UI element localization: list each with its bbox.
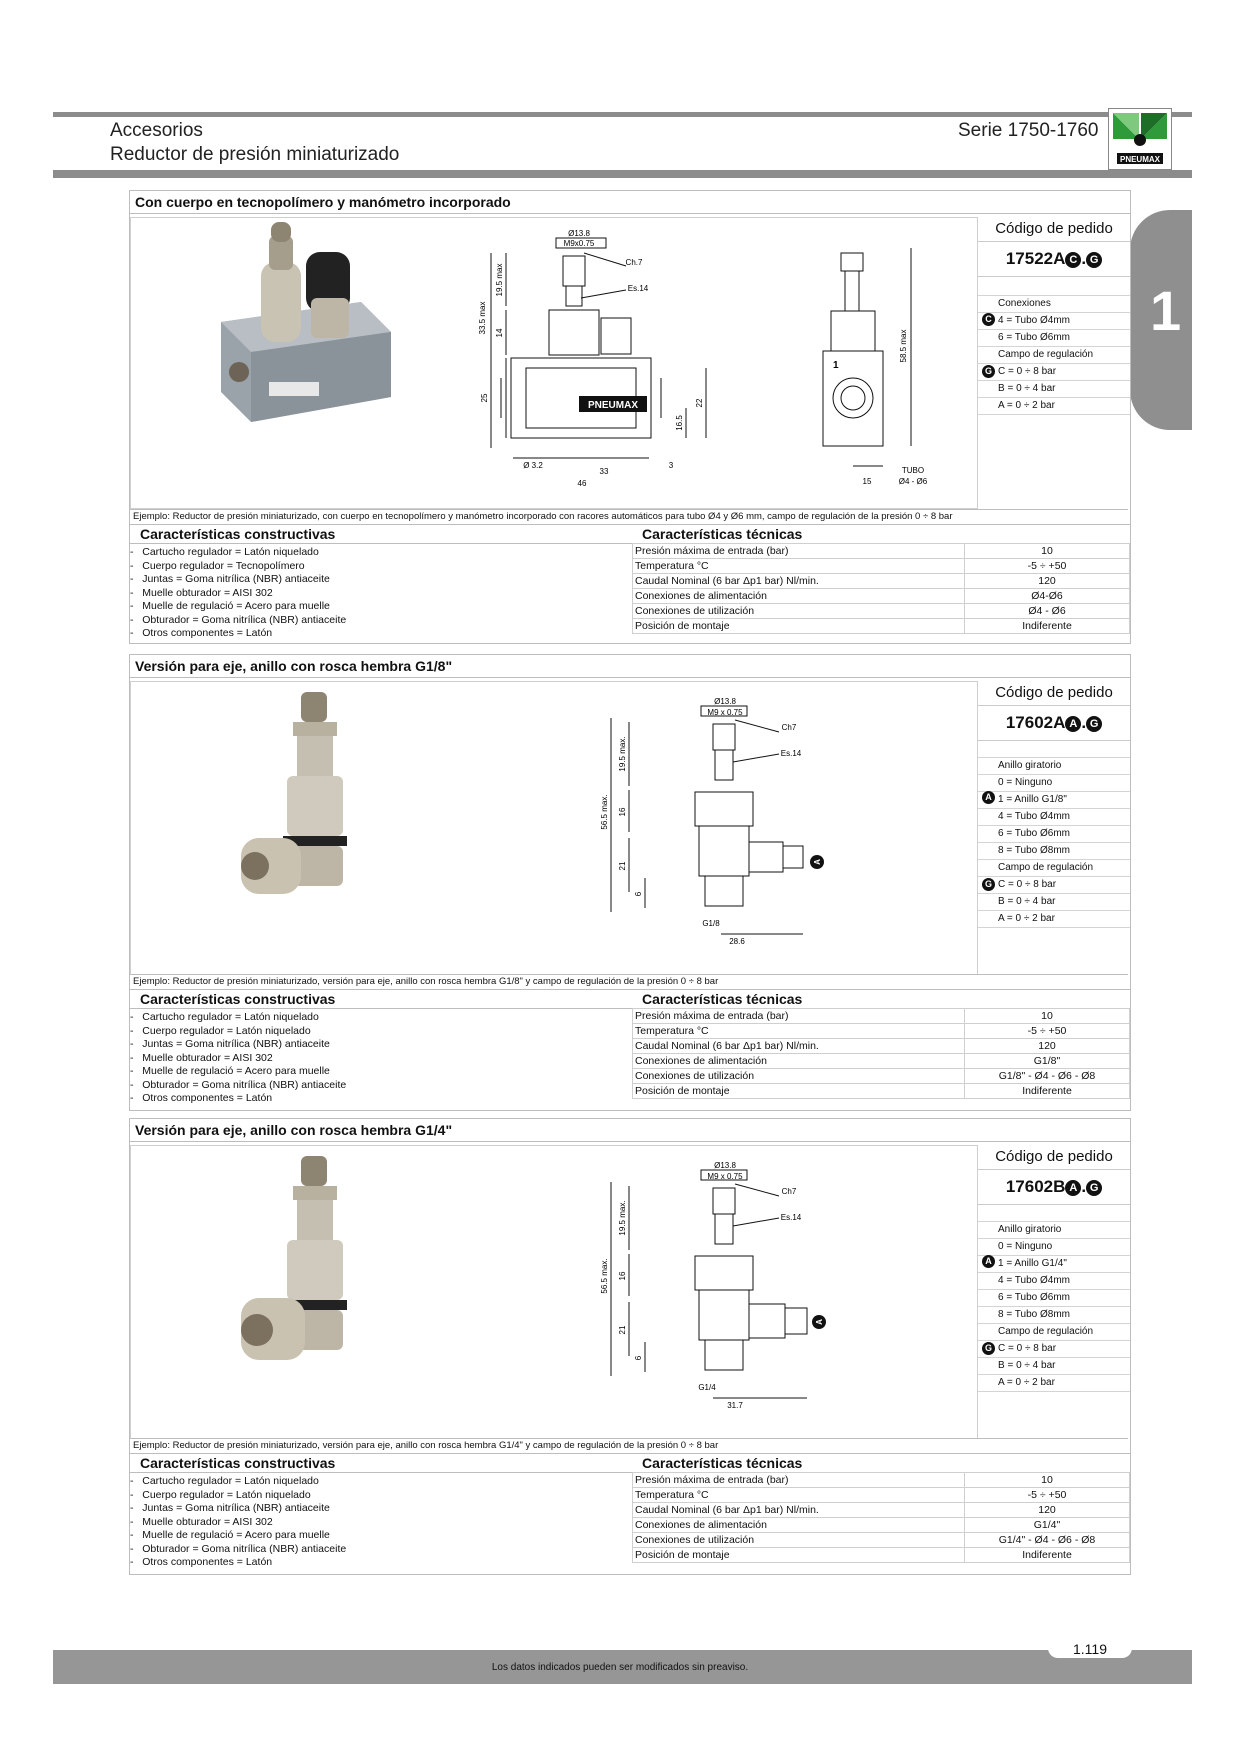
option-group-anillo: A Anillo giratorio 0 = Ninguno 1 = Anillo G1/4" 4 = Tubo Ø4mm 6 = Tubo Ø6mm 8 = Tubo Ø8mm (978, 1221, 1130, 1324)
svg-text:16.5: 16.5 (675, 415, 684, 431)
table-row: Caudal Nominal (6 bar Δp1 bar) Nl/min. 120 (633, 1039, 1130, 1054)
order-code-panel (978, 217, 1130, 415)
product-photo (231, 1152, 401, 1372)
constr-list (130, 1011, 630, 1106)
order-code-title: Código de pedido (995, 220, 1113, 237)
svg-text:G1/4: G1/4 (698, 1383, 716, 1392)
table-row: Presión máxima de entrada (bar) 10 (633, 544, 1130, 559)
svg-text:Ø13.8: Ø13.8 (568, 229, 590, 238)
constr-item: - Muelle de regulació = Acero para muelle (130, 600, 330, 612)
svg-text:56.5 max.: 56.5 max. (600, 794, 609, 830)
svg-text:15: 15 (862, 477, 872, 486)
svg-text:58.5 max: 58.5 max (899, 329, 908, 363)
table-row: Conexiones de utilización Ø4 - Ø6 (633, 604, 1130, 619)
option-group-regulacion: G Campo de regulación C = 0 ÷ 8 bar B = 0 ÷ 4 bar A = 0 ÷ 2 bar (978, 860, 1130, 928)
table-row: Presión máxima de entrada (bar) 10 (633, 1009, 1130, 1024)
product-photo (231, 688, 401, 908)
svg-text:21: 21 (618, 861, 627, 871)
svg-text:16: 16 (618, 1271, 627, 1281)
product-photo (211, 222, 401, 442)
constr-item: - Cuerpo regulador = Latón niquelado (130, 1024, 311, 1037)
constr-item: - Juntas = Goma nitrílica (NBR) antiaceite (130, 1502, 330, 1514)
constr-item: - Muelle obturador = AISI 302 (130, 1515, 273, 1528)
svg-text:19.5 max.: 19.5 max. (618, 1200, 627, 1236)
svg-text:M9 x 0.75: M9 x 0.75 (707, 1172, 743, 1181)
option-group-anillo: A Anillo giratorio 0 = Ninguno 1 = Anillo G1/8" 4 = Tubo Ø4mm 6 = Tubo Ø6mm 8 = Tubo Ø8mm (978, 757, 1130, 860)
svg-text:Es.14: Es.14 (780, 1213, 802, 1222)
spec-headers: Características constructivas Características técnicas (130, 524, 1130, 544)
svg-text:6: 6 (634, 1355, 643, 1361)
svg-text:Ch.7: Ch.7 (625, 258, 643, 267)
option-group-regulacion: G Campo de regulación C = 0 ÷ 8 bar B = 0 ÷ 4 bar A = 0 ÷ 2 bar (978, 347, 1130, 415)
constr-item: - Cuerpo regulador = Tecnopolímero (130, 559, 305, 572)
tech-table (632, 1008, 1130, 1099)
svg-text:14: 14 (495, 328, 504, 338)
section-title: Con cuerpo en tecnopolímero y manómetro incorporado (130, 191, 1130, 214)
constr-item: - Muelle obturador = AISI 302 (130, 1051, 273, 1064)
svg-text:A: A (815, 1319, 824, 1325)
svg-text:46: 46 (577, 479, 587, 488)
table-row: Caudal Nominal (6 bar Δp1 bar) Nl/min. 120 (633, 1503, 1130, 1518)
figure-area (130, 681, 978, 975)
page-number: 1.119 (1048, 1640, 1132, 1658)
figure-area (130, 217, 978, 509)
constr-item: - Otros componentes = Latón (130, 1092, 273, 1104)
svg-text:1: 1 (833, 360, 839, 371)
svg-text:Ø4 - Ø6: Ø4 - Ø6 (898, 477, 928, 486)
dimension-drawing-side (811, 218, 951, 508)
svg-text:A: A (813, 859, 822, 865)
svg-text:Ø13.8: Ø13.8 (714, 1161, 736, 1170)
constr-item: - Obturador = Goma nitrílica (NBR) antiaceite (130, 1542, 347, 1555)
svg-text:Ch7: Ch7 (781, 1187, 797, 1196)
order-code: 17522A C . G (978, 241, 1130, 277)
example-text: Ejemplo: Reductor de presión miniaturizado, versión para eje, anillo con rosca hembra G1/4" y campo de regulación de la presión 0 ÷ 8 bar (130, 1438, 1128, 1453)
header-bottom-rule (53, 170, 1192, 178)
svg-text:16: 16 (618, 807, 627, 817)
constr-item: - Otros componentes = Latón (130, 1556, 273, 1568)
pneumax-logo (1108, 108, 1172, 170)
svg-text:3: 3 (668, 461, 674, 470)
svg-text:28.6: 28.6 (729, 937, 745, 946)
spec-headers: Características constructivas Características técnicas (130, 989, 1130, 1009)
header-category: Accesorios (110, 120, 203, 141)
tech-table (632, 543, 1130, 634)
table-row: Presión máxima de entrada (bar) 10 (633, 1473, 1130, 1488)
constr-item: - Cartucho regulador = Latón niquelado (130, 1475, 319, 1487)
figure-area (130, 1145, 978, 1439)
constr-item: - Cuerpo regulador = Latón niquelado (130, 1488, 311, 1501)
table-row: Temperatura °C -5 ÷ +50 (633, 1488, 1130, 1503)
svg-text:31.7: 31.7 (727, 1401, 743, 1410)
order-code-title: Código de pedido (995, 684, 1113, 701)
constr-item: - Otros componentes = Latón (130, 627, 273, 639)
order-code-title: Código de pedido (995, 1148, 1113, 1165)
svg-text:21: 21 (618, 1325, 627, 1335)
table-row: Conexiones de alimentación G1/8" (633, 1054, 1130, 1069)
table-row: Posición de montaje Indiferente (633, 619, 1130, 634)
constr-item: - Obturador = Goma nitrílica (NBR) antiaceite (130, 613, 347, 626)
order-code-panel (978, 1145, 1130, 1392)
header-top-rule (53, 112, 1192, 117)
table-row: Conexiones de utilización G1/8" - Ø4 - Ø6 - Ø8 (633, 1069, 1130, 1084)
svg-text:56.5 max.: 56.5 max. (600, 1258, 609, 1294)
constr-item: - Cartucho regulador = Latón niquelado (130, 1011, 319, 1023)
logo-text: PNEUMAX (1119, 155, 1161, 164)
tech-table (632, 1472, 1130, 1563)
constr-item: - Juntas = Goma nitrílica (NBR) antiaceite (130, 1038, 330, 1050)
constr-list (130, 1475, 630, 1570)
constr-item: - Muelle de regulació = Acero para muelle (130, 1065, 330, 1077)
table-row: Posición de montaje Indiferente (633, 1084, 1130, 1099)
chapter-tab (1130, 210, 1192, 430)
svg-text:Ø 3.2: Ø 3.2 (523, 461, 543, 470)
option-group-conexiones: C Conexiones 4 = Tubo Ø4mm 6 = Tubo Ø6mm (978, 295, 1130, 347)
table-row: Posición de montaje Indiferente (633, 1548, 1130, 1563)
svg-text:25: 25 (480, 393, 489, 403)
header-title: Reductor de presión miniaturizado (110, 144, 400, 165)
constr-item: - Obturador = Goma nitrílica (NBR) antiaceite (130, 1078, 347, 1091)
spec-headers: Características constructivas Características técnicas (130, 1453, 1130, 1473)
svg-text:19.5 max.: 19.5 max. (618, 736, 627, 772)
order-code: 17602B A . G (978, 1169, 1130, 1205)
constr-item: - Juntas = Goma nitrílica (NBR) antiaceite (130, 573, 330, 585)
svg-text:19.5 max: 19.5 max (495, 263, 504, 297)
svg-text:22: 22 (695, 398, 704, 408)
svg-text:Es.14: Es.14 (627, 284, 649, 293)
order-code-panel (978, 681, 1130, 928)
constr-item: - Muelle obturador = AISI 302 (130, 586, 273, 599)
section-title: Versión para eje, anillo con rosca hembra G1/4" (130, 1119, 1130, 1142)
svg-text:Ø13.8: Ø13.8 (714, 697, 736, 706)
section-tecnopolimero (129, 190, 1131, 644)
table-row: Conexiones de alimentación Ø4-Ø6 (633, 589, 1130, 604)
table-row: Temperatura °C -5 ÷ +50 (633, 1024, 1130, 1039)
section-g18 (129, 654, 1131, 1111)
svg-text:PNEUMAX: PNEUMAX (587, 400, 639, 411)
example-text: Ejemplo: Reductor de presión miniaturizado, con cuerpo en tecnopolímero y manómetro incorporado con racores automáticos para tubo Ø4 y Ø6 mm, campo de regulación de la presión 0 ÷ 8 bar (130, 509, 1128, 524)
section-g14 (129, 1118, 1131, 1575)
constr-list (130, 546, 630, 641)
footer-note: Los datos indicados pueden ser modificados sin preaviso. (491, 1662, 749, 1673)
header-series: Serie 1750-1760 (958, 120, 1099, 141)
svg-text:M9 x 0.75: M9 x 0.75 (707, 708, 743, 717)
svg-text:Es.14: Es.14 (780, 749, 802, 758)
pneumax-logo-icon (1109, 109, 1171, 169)
constr-item: - Muelle de regulació = Acero para muelle (130, 1529, 330, 1541)
svg-text:6: 6 (634, 891, 643, 897)
svg-text:M9x0.75: M9x0.75 (563, 239, 595, 248)
table-row: Conexiones de utilización G1/4" - Ø4 - Ø6 - Ø8 (633, 1533, 1130, 1548)
svg-text:TUBO: TUBO (901, 466, 925, 475)
table-row: Conexiones de alimentación G1/4" (633, 1518, 1130, 1533)
order-code: 17602A A . G (978, 705, 1130, 741)
dimension-drawing (601, 682, 841, 974)
svg-text:33: 33 (599, 467, 609, 476)
option-group-regulacion: G Campo de regulación C = 0 ÷ 8 bar B = 0 ÷ 4 bar A = 0 ÷ 2 bar (978, 1324, 1130, 1392)
constr-item: - Cartucho regulador = Latón niquelado (130, 546, 319, 558)
dimension-drawing (601, 1146, 841, 1438)
svg-text:Ch7: Ch7 (781, 723, 797, 732)
example-text: Ejemplo: Reductor de presión miniaturizado, versión para eje, anillo con rosca hembra G1/8" y campo de regulación de la presión 0 ÷ 8 bar (130, 974, 1128, 989)
section-title: Versión para eje, anillo con rosca hembra G1/8" (130, 655, 1130, 678)
svg-text:G1/8: G1/8 (702, 919, 720, 928)
chapter-number: 1 (1150, 279, 1182, 342)
dimension-drawing-front (451, 218, 831, 508)
svg-text:33.5 max: 33.5 max (478, 301, 487, 335)
table-row: Caudal Nominal (6 bar Δp1 bar) Nl/min. 120 (633, 574, 1130, 589)
table-row: Temperatura °C -5 ÷ +50 (633, 559, 1130, 574)
